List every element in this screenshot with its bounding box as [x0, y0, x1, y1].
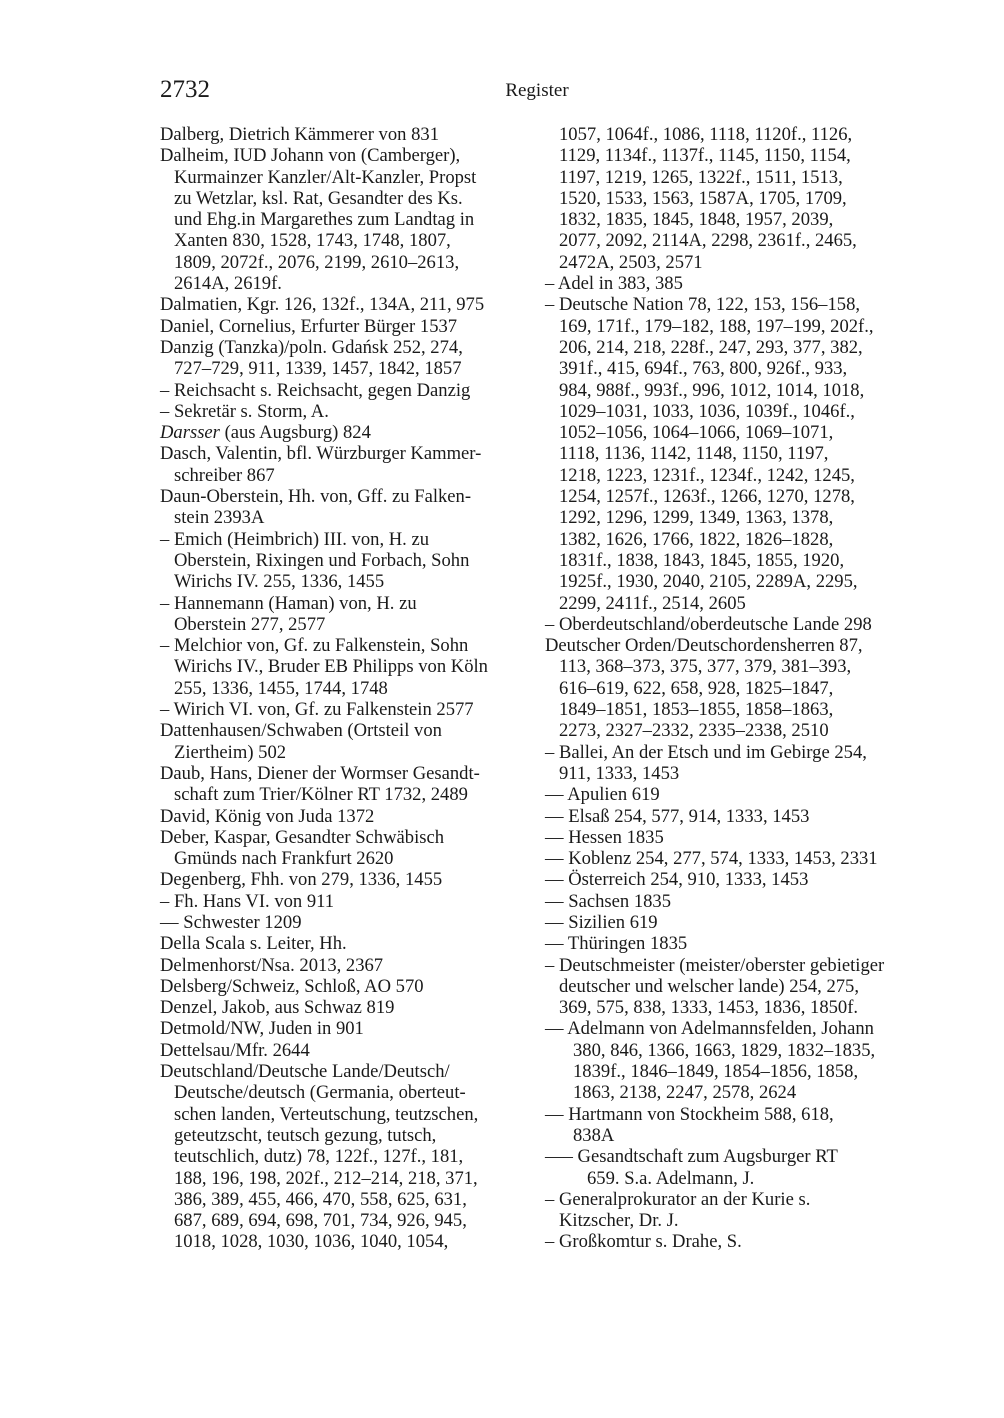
running-header: [160, 76, 914, 110]
index-line: 1520, 1533, 1563, 1587A, 1705, 1709,: [559, 187, 847, 209]
index-line: – Melchior von, Gf. zu Falkenstein, Sohn: [160, 635, 469, 657]
index-line: 984, 988f., 993f., 996, 1012, 1014, 1018,: [559, 379, 865, 401]
index-line: Daniel, Cornelius, Erfurter Bürger 1537: [160, 315, 458, 337]
index-line: 727–729, 911, 1339, 1457, 1842, 1857: [174, 358, 462, 380]
index-line: 1254, 1257f., 1263f., 1266, 1270, 1278,: [559, 486, 855, 508]
index-line: 1849–1851, 1853–1855, 1858–1863,: [559, 699, 834, 721]
index-line: Kitzscher, Dr. J.: [559, 1210, 679, 1232]
index-line: Dettelsau/Mfr. 2644: [160, 1039, 310, 1061]
index-line: Denzel, Jakob, aus Schwaz 819: [160, 997, 395, 1019]
index-line: –– Sizilien 619: [545, 911, 658, 933]
index-line: 1029–1031, 1033, 1036, 1039f., 1046f.,: [559, 400, 855, 422]
index-line: Ziertheim) 502: [174, 741, 287, 763]
index-line: – Fh. Hans VI. von 911: [160, 890, 335, 912]
index-line: Dalberg, Dietrich Kämmerer von 831: [160, 124, 439, 145]
index-line: Deutsche/deutsch (Germania, oberteut-: [174, 1082, 466, 1104]
index-line: – Ballei, An der Etsch und im Gebirge 254,: [545, 741, 867, 763]
index-line: Oberstein, Rixingen und Forbach, Sohn: [174, 549, 470, 571]
page-title: Register: [505, 80, 569, 101]
index-line: 659. S.a. Adelmann, J.: [587, 1167, 755, 1189]
index-line: – Reichsacht s. Reichsacht, gegen Danzig: [160, 379, 471, 401]
index-line: 2299, 2411f., 2514, 2605: [559, 592, 746, 614]
index-line: 1118, 1136, 1142, 1148, 1150, 1197,: [559, 443, 829, 465]
index-column-left: [160, 124, 530, 1253]
index-line: 1382, 1626, 1766, 1822, 1826–1828,: [559, 528, 834, 550]
index-line: Dalmatien, Kgr. 126, 132f., 134A, 211, 975: [160, 294, 485, 316]
index-line: Delmenhorst/Nsa. 2013, 2367: [160, 954, 384, 976]
index-line: 206, 214, 218, 228f., 247, 293, 377, 382,: [559, 336, 863, 358]
index-line: –– Elsaß 254, 577, 914, 1333, 1453: [545, 805, 810, 827]
index-line: –– Hessen 1835: [545, 826, 664, 848]
index-line: 1129, 1134f., 1137f., 1145, 1150, 1154,: [559, 145, 851, 167]
index-line: 911, 1333, 1453: [559, 762, 680, 784]
index-line: 255, 1336, 1455, 1744, 1748: [174, 677, 388, 699]
index-line: –– Thüringen 1835: [545, 933, 688, 955]
index-line: 1863, 2138, 2247, 2578, 2624: [573, 1082, 797, 1104]
index-line: Deber, Kaspar, Gesandter Schwäbisch: [160, 826, 445, 848]
index-line: Dalheim, IUD Johann von (Camberger),: [160, 145, 461, 167]
index-column-right: [545, 124, 917, 1253]
index-line: schreiber 867: [174, 464, 275, 486]
index-line: Danzig (Tanzka)/poln. Gdańsk 252, 274,: [160, 336, 463, 358]
index-line: – Adel in 383, 385: [545, 273, 683, 295]
index-line: ––– Gesandtschaft zum Augsburger RT: [545, 1146, 838, 1168]
index-line: Wirichs IV. 255, 1336, 1455: [174, 571, 385, 593]
index-line: 1018, 1028, 1030, 1036, 1040, 1054,: [174, 1231, 449, 1253]
index-line: –– Apulien 619: [545, 784, 660, 806]
index-line: Gmünds nach Frankfurt 2620: [174, 848, 394, 870]
index-line: Oberstein 277, 2577: [174, 613, 326, 635]
index-line: 1052–1056, 1064–1066, 1069–1071,: [559, 422, 834, 444]
index-line: Daun-Oberstein, Hh. von, Gff. zu Falken-: [160, 486, 472, 508]
index-line: 386, 389, 455, 466, 470, 558, 625, 631,: [174, 1188, 467, 1210]
index-line: 616–619, 622, 658, 928, 1825–1847,: [559, 677, 834, 699]
index-line: Della Scala s. Leiter, Hh.: [160, 933, 347, 955]
index-line: 1831f., 1838, 1843, 1845, 1855, 1920,: [559, 549, 845, 571]
index-line: –– Schwester 1209: [160, 911, 302, 933]
index-line: – Hannemann (Haman) von, H. zu: [160, 592, 417, 614]
index-line: 1057, 1064f., 1086, 1118, 1120f., 1126,: [559, 124, 853, 145]
index-line: geteutzscht, teutsch gezung, tutsch,: [174, 1124, 437, 1146]
index-line: Delsberg/Schweiz, Schloß, AO 570: [160, 975, 424, 997]
index-line: – Deutschmeister (meister/oberster gebietiger: [545, 954, 885, 976]
index-line: Daub, Hans, Diener der Wormser Gesandt-: [160, 762, 480, 784]
index-line: 1839f., 1846–1849, 1854–1856, 1858,: [573, 1061, 859, 1083]
index-line: 2472A, 2503, 2571: [559, 251, 703, 273]
index-line: – Oberdeutschland/oberdeutsche Lande 298: [545, 613, 872, 635]
index-line: 2614A, 2619f.: [174, 273, 282, 295]
index-line: – Wirich VI. von, Gf. zu Falkenstein 2577: [160, 699, 474, 721]
index-line: – Sekretär s. Storm, A.: [160, 400, 329, 422]
index-line: 1197, 1219, 1265, 1322f., 1511, 1513,: [559, 166, 843, 188]
index-line: – Generalprokurator an der Kurie s.: [545, 1188, 811, 1210]
index-line: –– Koblenz 254, 277, 574, 1333, 1453, 2331: [545, 848, 878, 870]
index-line: 380, 846, 1366, 1663, 1829, 1832–1835,: [573, 1039, 876, 1061]
index-line: zu Wetzlar, ksl. Rat, Gesandter des Ks.: [174, 187, 463, 209]
index-line: deutscher und welscher lande) 254, 275,: [559, 975, 859, 997]
index-line: Deutscher Orden/Deutschordensherren 87,: [545, 635, 863, 657]
index-line: 369, 575, 838, 1333, 1453, 1836, 1850f.: [559, 997, 859, 1019]
index-line: Degenberg, Fhh. von 279, 1336, 1455: [160, 869, 443, 891]
index-line-suffix: (aus Augsburg) 824: [219, 422, 371, 444]
index-line: 838A: [573, 1124, 615, 1146]
index-line: – Emich (Heimbrich) III. von, H. zu: [160, 528, 430, 550]
index-line: 188, 196, 198, 202f., 212–214, 218, 371,: [174, 1167, 478, 1189]
index-line: [160, 422, 530, 443]
index-line: – Großkomtur s. Drahe, S.: [545, 1231, 742, 1253]
index-line: 391f., 415, 694f., 763, 800, 926f., 933,: [559, 358, 848, 380]
index-line: 1218, 1223, 1231f., 1234f., 1242, 1245,: [559, 464, 855, 486]
index-line: David, König von Juda 1372: [160, 805, 375, 827]
index-line: – Deutsche Nation 78, 122, 153, 156–158,: [545, 294, 861, 316]
index-line: 1925f., 1930, 2040, 2105, 2289A, 2295,: [559, 571, 858, 593]
index-line: schen landen, Verteutschung, teutzschen,: [174, 1103, 479, 1125]
index-line: 113, 368–373, 375, 377, 379, 381–393,: [559, 656, 852, 678]
index-line-italic-term: Darsser: [160, 422, 220, 444]
index-line: Xanten 830, 1528, 1743, 1748, 1807,: [174, 230, 451, 252]
index-line: 1809, 2072f., 2076, 2199, 2610–2613,: [174, 251, 460, 273]
index-line: Dasch, Valentin, bfl. Würzburger Kammer-: [160, 443, 482, 465]
index-line: –– Adelmann von Adelmannsfelden, Johann: [545, 1018, 874, 1040]
index-line: –– Österreich 254, 910, 1333, 1453: [545, 869, 809, 891]
index-line: 1292, 1296, 1299, 1349, 1363, 1378,: [559, 507, 834, 529]
index-line: 2077, 2092, 2114A, 2298, 2361f., 2465,: [559, 230, 857, 252]
index-line: Wirichs IV., Bruder EB Philipps von Köln: [174, 656, 488, 678]
index-line: –– Hartmann von Stockheim 588, 618,: [545, 1103, 834, 1125]
index-line: –– Sachsen 1835: [545, 890, 672, 912]
page-number: 2732: [160, 76, 210, 103]
index-line: Detmold/NW, Juden in 901: [160, 1018, 364, 1040]
index-line: teutschlich, dutz) 78, 122f., 127f., 181,: [174, 1146, 464, 1168]
index-line: schaft zum Trier/Kölner RT 1732, 2489: [174, 784, 468, 806]
index-line: 169, 171f., 179–182, 188, 197–199, 202f.,: [559, 315, 874, 337]
index-line: 2273, 2327–2332, 2335–2338, 2510: [559, 720, 829, 742]
index-line: Deutschland/Deutsche Lande/Deutsch/: [160, 1061, 450, 1083]
index-line: 1832, 1835, 1845, 1848, 1957, 2039,: [559, 209, 834, 231]
index-line: und Ehg.in Margarethes zum Landtag in: [174, 209, 475, 231]
index-line: Dattenhausen/Schwaben (Ortsteil von: [160, 720, 442, 742]
index-line: 687, 689, 694, 698, 701, 734, 926, 945,: [174, 1210, 467, 1232]
index-line: Kurmainzer Kanzler/Alt-Kanzler, Propst: [174, 166, 477, 188]
index-line: stein 2393A: [174, 507, 265, 529]
